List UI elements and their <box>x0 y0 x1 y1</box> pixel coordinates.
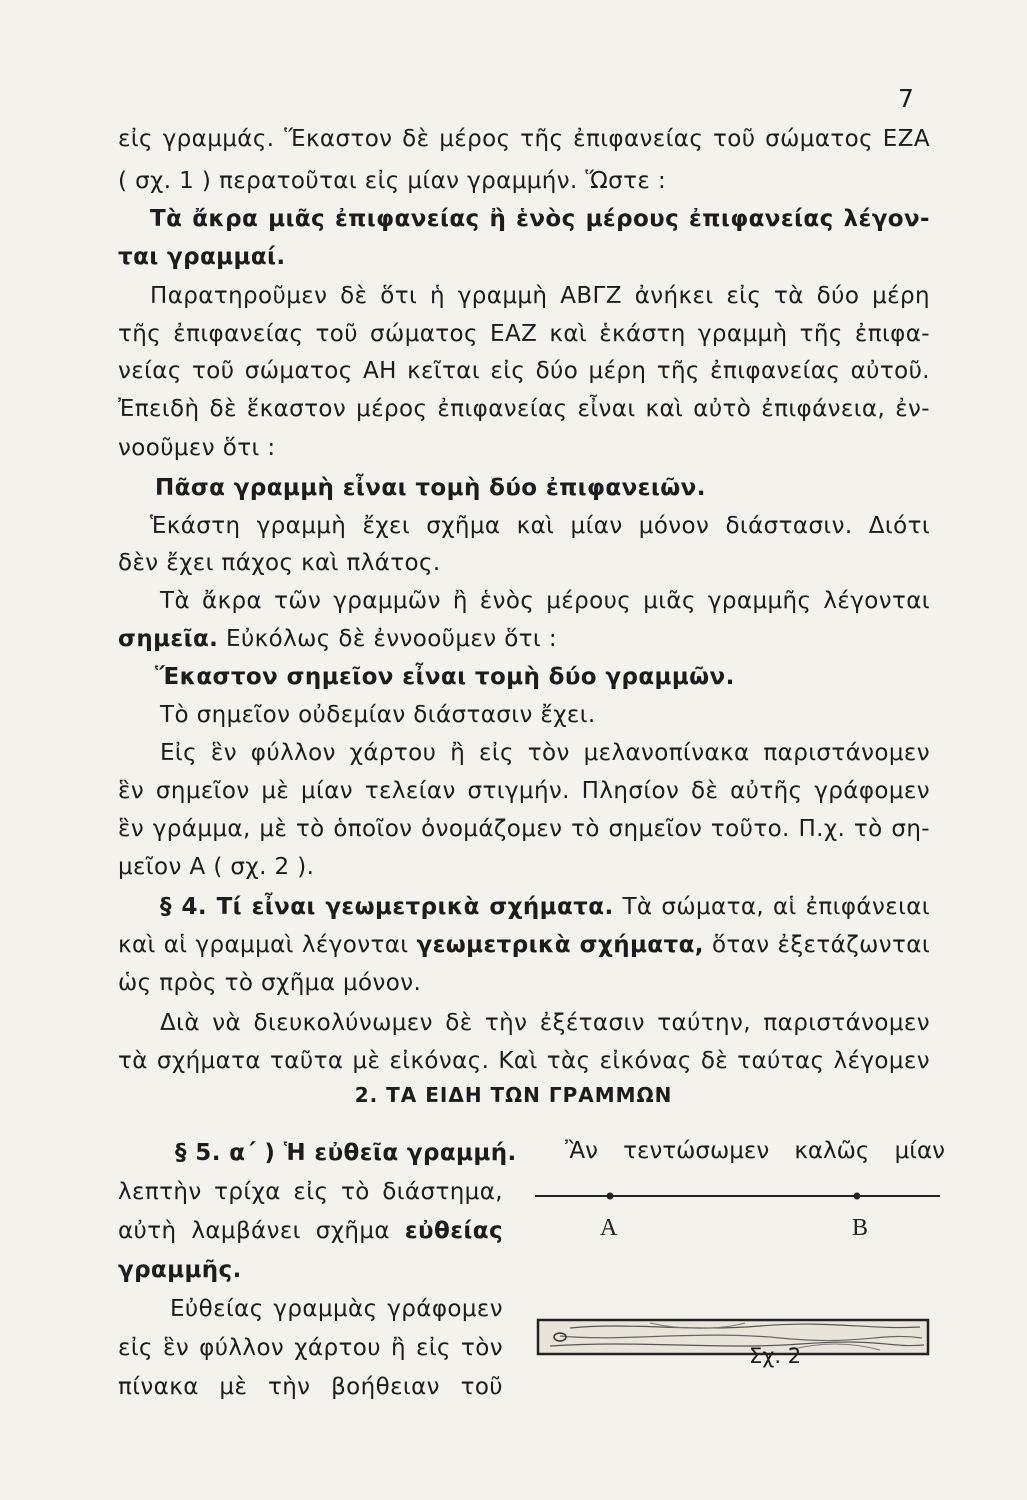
text-line: Διὰ νὰ διευκολύνωμεν δὲ τὴν ἐξέτασιν ταύτην, παριστάνομεν <box>160 1010 930 1036</box>
text-line: Ἐπειδὴ δὲ ἕκαστον μέρος ἐπιφανείας εἶναι καὶ αὐτὸ ἐπιφάνεια, ἐν- <box>118 396 930 422</box>
text-line: πίνακα μὲ τὴν βοήθειαν τοῦ <box>118 1374 503 1400</box>
text-line: ( σχ. 1 ) περατοῦται εἰς μίαν γραμμήν. Ὥστε : <box>118 168 667 194</box>
text-line: τῆς ἐπιφανείας τοῦ σώματος ΕΑΖ καὶ ἑκάστη γραμμὴ τῆς ἐπιφα- <box>118 321 930 347</box>
text-span: ὅταν ἐξετάζωνται <box>711 932 931 958</box>
bold-term: σημεῖα. <box>118 626 219 652</box>
text-line: Παρατηροῦμεν δὲ ὅτι ἡ γραμμὴ ΑΒΓΖ ἀνήκει εἰς τὰ δύο μέρη <box>150 283 930 309</box>
text-line: μεῖον Α ( σχ. 2 ). <box>118 854 315 880</box>
text-line: δὲν ἔχει πάχος καὶ πλάτος. <box>118 550 441 576</box>
bold-term: γραμμῆς. <box>118 1257 242 1283</box>
bold-statement: Πᾶσα γραμμὴ εἶναι τομὴ δύο ἐπιφανειῶν. <box>155 475 706 501</box>
text-line: εἰς ἓν φύλλον χάρτου ἢ εἰς τὸν <box>118 1335 503 1361</box>
ruler-icon <box>538 1320 928 1354</box>
text-line: ἓν γράμμα, μὲ τὸ ὁποῖον ὀνομάζομεν τὸ σημεῖον τοῦτο. Π.χ. τὸ ση- <box>118 816 930 842</box>
bold-term: εὐθείας <box>404 1218 503 1244</box>
text-line: λεπτὴν τρίχα εἰς τὸ διάστημα, <box>118 1179 503 1205</box>
figure-caption: Σχ. 2 <box>749 1344 802 1368</box>
bold-term: γεωμετρικὰ σχήματα, <box>416 932 704 958</box>
text-line <box>160 896 930 919</box>
section-title: § 5. α΄ ) Ἡ εὐθεῖα γραμμή. <box>175 1140 517 1166</box>
text-line: ὡς πρὸς τὸ σχῆμα μόνον. <box>118 970 422 996</box>
text-line: ἓν σημεῖον μὲ μίαν τελείαν στιγμήν. Πλησίον δὲ αὐτῆς γράφομεν <box>118 778 930 804</box>
text-span: Εὐκόλως δὲ ἐννοοῦμεν ὅτι : <box>226 626 557 652</box>
point-b-label: Β <box>852 1215 869 1241</box>
figure-straight-line <box>530 1180 950 1380</box>
page-number: 7 <box>898 84 914 113</box>
text-line <box>118 934 930 957</box>
text-span: αὐτὴ λαμβάνει σχῆμα <box>118 1218 390 1244</box>
text-line: Ἑκάστη γραμμὴ ἔχει σχῆμα καὶ μίαν μόνον διάστασιν. Διότι <box>150 513 930 539</box>
point-a-label: Α <box>600 1215 618 1241</box>
text-line: Εὐθείας γραμμὰς γράφομεν <box>170 1296 503 1322</box>
text-line: Εἰς ἓν φύλλον χάρτου ἢ εἰς τὸν μελανοπίνακα παριστάνομεν <box>160 740 930 766</box>
text-line <box>118 1220 503 1243</box>
section-title: § 4. Τί εἶναι γεωμετρικὰ σχήματα. <box>160 894 614 920</box>
text-line: τὰ σχήματα ταῦτα μὲ εἰκόνας. Καὶ τὰς εἰκόνας δὲ ταύτας λέγομεν <box>118 1048 930 1074</box>
text-span: Τὰ σώματα, αἱ ἐπιφάνειαι <box>622 894 930 920</box>
section-heading: 2. ΤΑ ΕΙΔΗ ΤΩΝ ΓΡΑΜΜΩΝ <box>354 1083 673 1107</box>
point-a-dot <box>607 1193 614 1200</box>
text-line: Ἂν τεντώσωμεν καλῶς μίαν <box>565 1138 945 1164</box>
bold-statement: Τὰ ἄκρα μιᾶς ἐπιφανείας ἢ ἑνὸς μέρους ἐπιφανείας λέγον- <box>150 206 930 232</box>
point-b-dot <box>854 1193 861 1200</box>
text-line: εἰς γραμμάς. Ἕκαστον δὲ μέρος τῆς ἐπιφανείας τοῦ σώματος ΕΖΑ <box>118 126 930 152</box>
text-line: Τὸ σημεῖον οὐδεμίαν διάστασιν ἔχει. <box>160 702 596 728</box>
bold-statement: ται γραμμαί. <box>118 244 286 270</box>
text-span: καὶ αἱ γραμμαὶ λέγονται <box>118 932 409 958</box>
text-line: νοοῦμεν ὅτι : <box>118 435 276 461</box>
text-line <box>118 628 930 651</box>
bold-statement: Ἕκαστον σημεῖον εἶναι τομὴ δύο γραμμῶν. <box>155 664 735 690</box>
text-line: νείας τοῦ σώματος ΑΗ κεῖται εἰς δύο μέρη τῆς ἐπιφανείας αὐτοῦ. <box>118 358 930 384</box>
text-line: Τὰ ἄκρα τῶν γραμμῶν ἢ ἑνὸς μέρους μιᾶς γραμμῆς λέγονται <box>160 588 930 614</box>
